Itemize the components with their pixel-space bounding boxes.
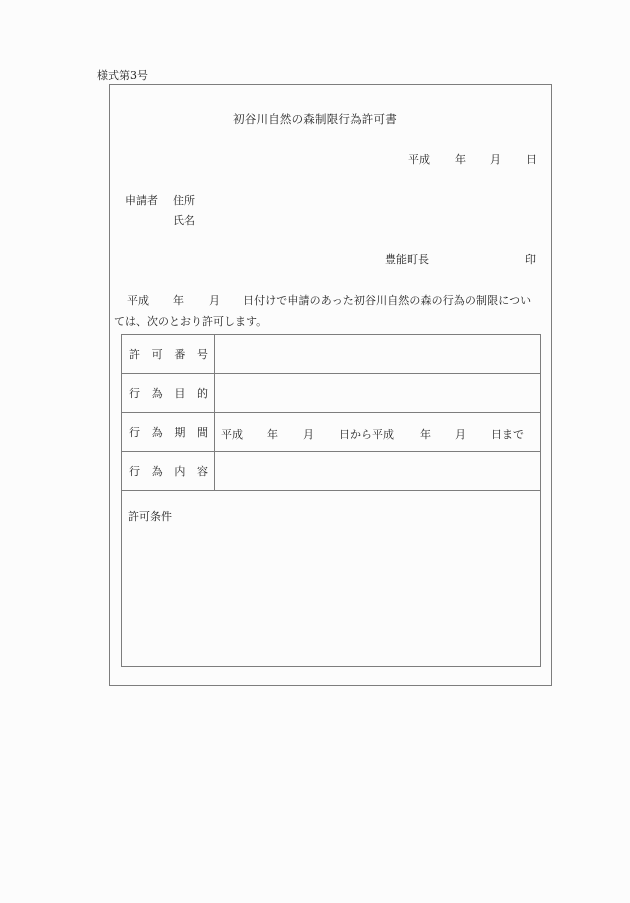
label-char: 号 xyxy=(196,348,208,361)
body-year: 年 xyxy=(173,294,184,307)
issuer-title: 豊能町長 xyxy=(385,253,429,266)
label-char: 容 xyxy=(196,465,208,478)
label-char: 行 xyxy=(129,465,140,478)
name-label: 氏名 xyxy=(173,214,195,227)
label-char: 為 xyxy=(151,465,163,478)
label-char: 目 xyxy=(174,387,186,400)
date-day-label: 日 xyxy=(526,153,537,166)
label-char: 行 xyxy=(129,387,140,400)
content-value xyxy=(215,452,540,490)
address-label: 住所 xyxy=(173,194,195,207)
label-char: 為 xyxy=(151,426,163,439)
table-row-content xyxy=(122,452,540,491)
period-value xyxy=(215,413,540,451)
body-text-line2: ては、次のとおり許可します。 xyxy=(114,315,268,328)
period-month-start: 月 xyxy=(303,428,314,441)
table-row-purpose xyxy=(122,374,540,413)
table-row-permit-number xyxy=(122,335,540,374)
permit-number-value xyxy=(215,335,540,373)
period-year-end: 年 xyxy=(420,428,431,441)
label-char: 許 xyxy=(129,348,140,361)
conditions-label: 許可条件 xyxy=(128,510,172,523)
period-month-end: 月 xyxy=(455,428,466,441)
table-row-period xyxy=(122,413,540,452)
body-era: 平成 xyxy=(127,294,149,307)
date-month-label: 月 xyxy=(490,153,501,166)
label-char: 的 xyxy=(196,387,208,400)
date-era: 平成 xyxy=(408,153,430,166)
body-text-line1: 日付けで申請のあった初谷川自然の森の行為の制限につい xyxy=(243,294,532,307)
permit-table xyxy=(121,334,541,667)
label-char: 内 xyxy=(174,465,186,478)
body-month: 月 xyxy=(209,294,220,307)
form-number-label: 様式第3号 xyxy=(97,69,148,82)
purpose-value xyxy=(215,374,540,412)
row-label xyxy=(122,452,215,490)
period-year-start: 年 xyxy=(267,428,278,441)
label-char: 為 xyxy=(151,387,163,400)
label-char: 間 xyxy=(196,426,208,439)
label-char: 期 xyxy=(174,426,186,439)
period-from-text: 日から平成 xyxy=(339,428,394,441)
seal-mark: 印 xyxy=(525,253,536,266)
date-year-label: 年 xyxy=(455,153,466,166)
period-until-text: 日まで xyxy=(491,428,524,441)
document-title: 初谷川自然の森制限行為許可書 xyxy=(233,112,397,126)
period-era-start: 平成 xyxy=(221,428,243,441)
row-label xyxy=(122,413,215,451)
row-label xyxy=(122,374,215,412)
label-char: 可 xyxy=(151,348,163,361)
label-char: 番 xyxy=(174,348,186,361)
applicant-label: 申請者 xyxy=(125,194,158,207)
label-char: 行 xyxy=(129,426,140,439)
row-label xyxy=(122,335,215,373)
